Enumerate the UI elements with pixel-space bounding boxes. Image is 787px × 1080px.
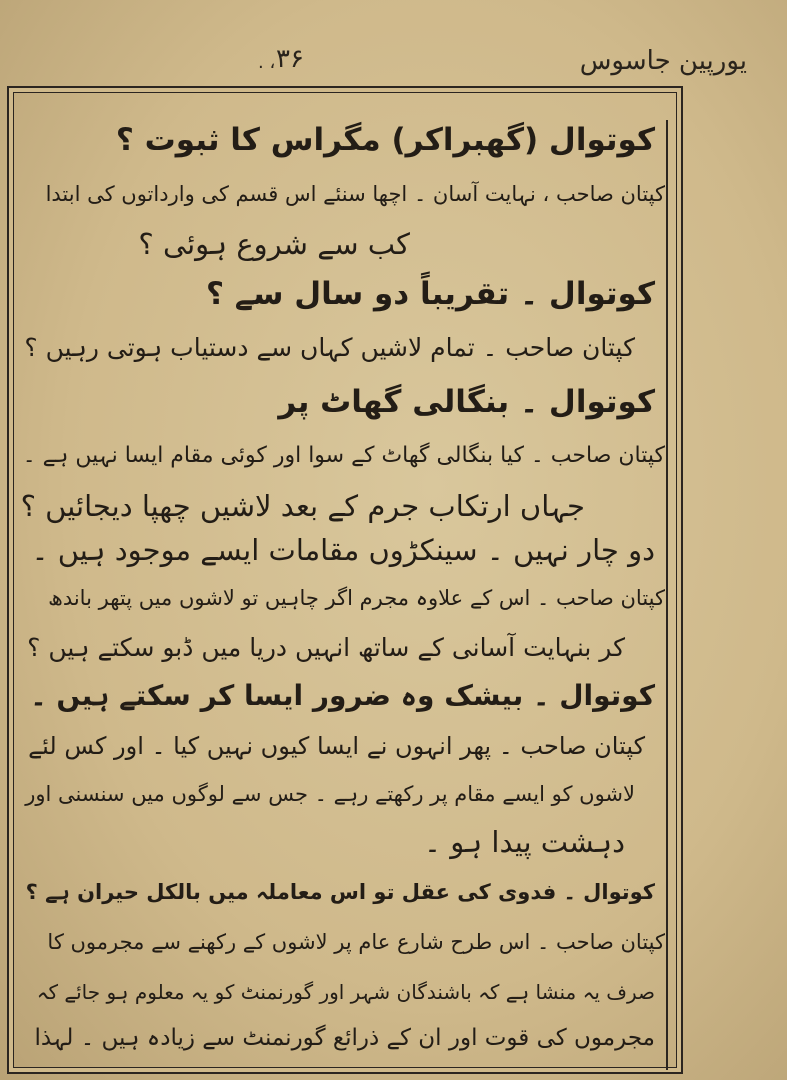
- text-line: دہشت پیدا ہو ۔: [424, 825, 625, 859]
- text-line: کوتوال ۔ بیشک وہ ضرور ایسا کر سکتے ہیں ۔: [30, 679, 655, 712]
- page-header: [0, 40, 787, 80]
- text-line: کپتان صاحب ۔ تمام لاشیں کہاں سے دستیاب ہوتی رہیں ؟: [24, 333, 635, 362]
- text-line: کوتوال (گھبراکر) مگراس کا ثبوت ؟: [115, 122, 655, 158]
- text-line: کپتان صاحب ، نہایت آسان ۔ اچھا سنئے اس قسم کی وارداتوں کی ابتدا: [45, 182, 665, 206]
- text-line: کوتوال ۔ فدوی کی عقل تو اس معاملہ میں بالکل حیران ہے ؟: [25, 880, 655, 904]
- page-border-inner-rule: [666, 120, 668, 1070]
- text-line: کپتان صاحب ۔ پھر انہوں نے ایسا کیوں نہیں کیا ۔ اور کس لئے: [28, 732, 645, 760]
- text-line: کپتان صاحب ۔ اس کے علاوہ مجرم اگر چاہیں تو لاشوں میں پتھر باندھ: [48, 586, 665, 610]
- text-line: کپتان صاحب ۔ اس طرح شارع عام پر لاشوں کے رکھنے سے مجرموں کا: [47, 930, 665, 954]
- page-number: ۳۶: [276, 44, 304, 74]
- text-line: کر بنہایت آسانی کے ساتھ انہیں دریا میں ڈبو سکتے ہیں ؟: [27, 633, 625, 662]
- text-line: دو چار نہیں ۔ سینکڑوں مقامات ایسے موجود ہیں ۔: [31, 533, 655, 567]
- text-line: کوتوال ۔ بنگالی گھاٹ پر: [278, 384, 655, 420]
- text-line: صرف یہ منشا ہے کہ باشندگان شہر اور گورنمنٹ کو یہ معلوم ہو جائے کہ: [36, 980, 655, 1004]
- text-line: کپتان صاحب ۔ کیا بنگالی گھاٹ کے سوا اور کوئی مقام ایسا نہیں ہے ۔: [22, 443, 665, 468]
- running-title: یورپین جاسوس: [579, 46, 747, 76]
- text-line: جہاں ارتکاب جرم کے بعد لاشیں چھپا دیجائیں ؟: [20, 489, 585, 523]
- header-marks: . ،: [258, 52, 276, 73]
- text-line: مجرموں کی قوت اور ان کے ذرائع گورنمنٹ سے زیادہ ہیں ۔ لہذا: [34, 1025, 655, 1051]
- text-line: لاشوں کو ایسے مقام پر رکھتے رہے ۔ جس سے لوگوں میں سنسنی اور: [25, 782, 635, 806]
- text-line: کوتوال ۔ تقریباً دو سال سے ؟: [206, 276, 655, 312]
- text-line: کب سے شروع ہوئی ؟: [138, 227, 410, 261]
- text-body: [20, 100, 665, 1060]
